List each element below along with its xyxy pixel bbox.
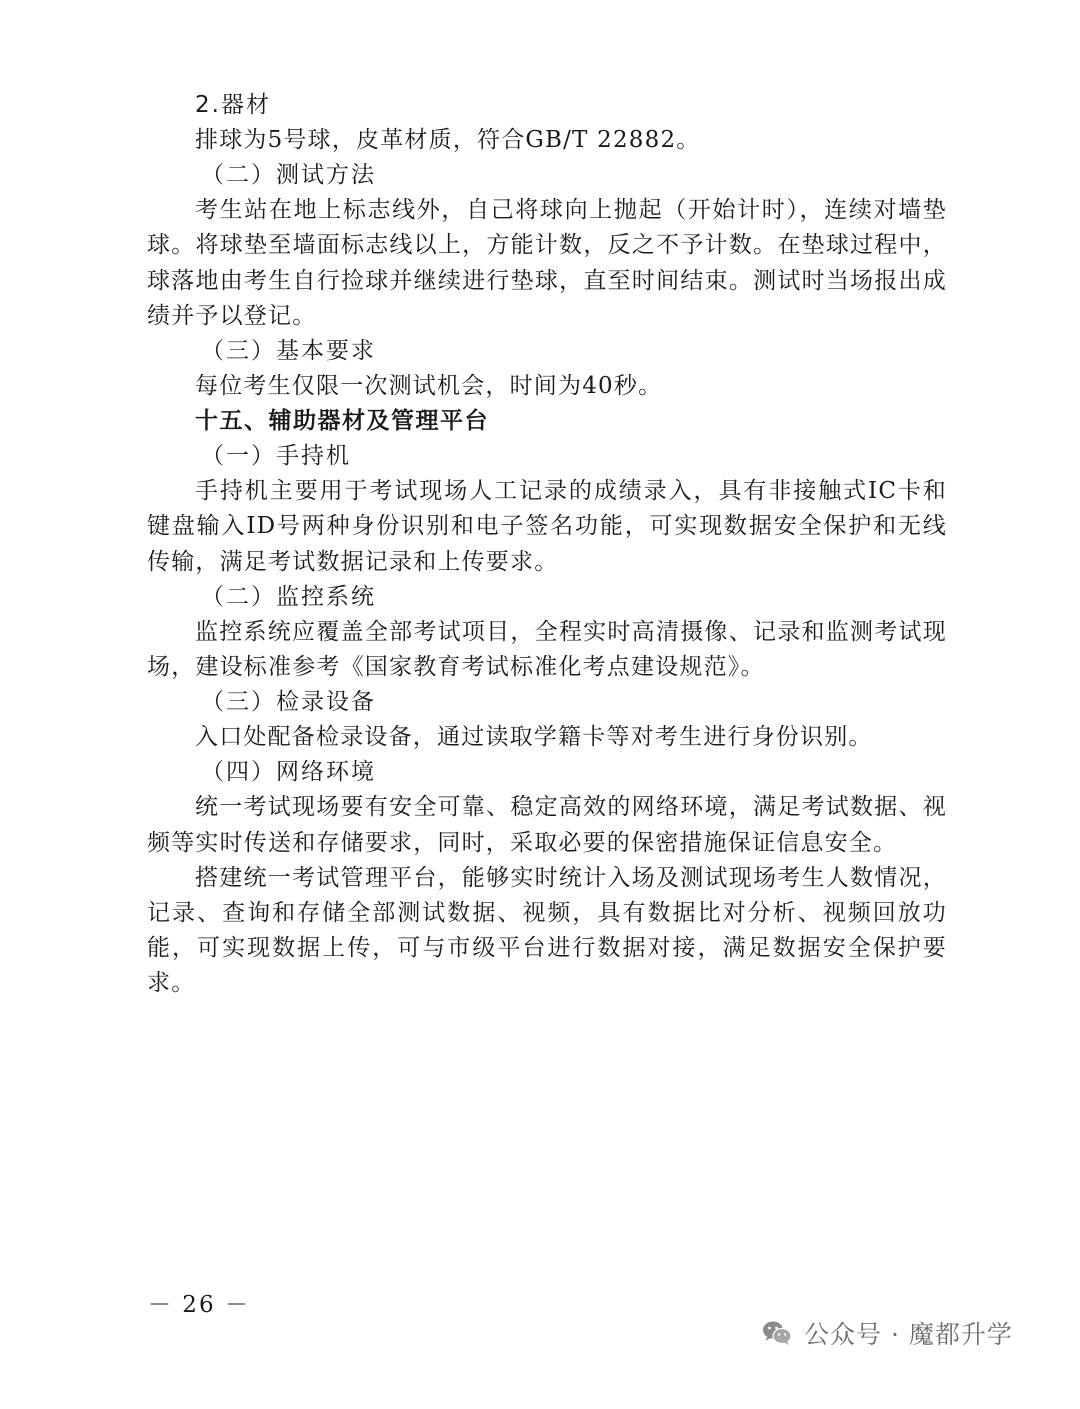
section-heading-auxiliary-equipment: 十五、辅助器材及管理平台 [195,408,489,435]
page-number: － 26 － [148,1292,250,1318]
watermark-text: 公众号 · 魔都升学 [804,1320,1013,1349]
item-heading-checkin-device: （三）检录设备 [201,689,376,716]
paragraph-management-platform: 搭建统一考试管理平台，能够实时统计入场及测试现场考生人数情况，记录、查询和存储全部测试数据、视频，具有数据比对分析、视频回放功能，可实现数据上传，可与市级平台进行数据对接，满足数据安全保护要求。 [147,864,947,997]
paragraph-network: 统一考试现场要有安全可靠、稳定高效的网络环境，满足考试数据、视频等实时传送和存储要求，同时，采取必要的保密措施保证信息安全。 [147,794,947,856]
item-heading-test-method: （二）测试方法 [201,162,376,189]
item-heading-handheld: （一）手持机 [201,443,351,470]
paragraph-equipment: 排球为5号球，皮革材质，符合GB/T 22882。 [195,127,701,153]
item-heading-monitoring: （二）监控系统 [201,583,376,610]
item-heading-network: （四）网络环境 [201,759,376,786]
wechat-icon [762,1320,792,1346]
watermark [762,1313,1013,1353]
document-body [147,88,947,1002]
paragraph-basic-requirements: 每位考生仅限一次测试机会，时间为40秒。 [195,373,663,400]
paragraph-test-method: 考生站在地上标志线外，自己将球向上抛起（开始计时），连续对墙垫球。将球垫至墙面标志线以上，方能计数，反之不予计数。在垫球过程中，球落地由考生自行捡球并继续进行垫球，直至时间结束。测试时当场报出成绩并予以登记。 [147,197,947,329]
paragraph-monitoring: 监控系统应覆盖全部考试项目，全程实时高清摄像、记录和监测考试现场，建设标准参考《国家教育考试标准化考点建设规范》。 [147,618,947,681]
item-heading-basic-requirements: （三）基本要求 [201,338,376,365]
paragraph-handheld: 手持机主要用于考试现场人工记录的成绩录入，具有非接触式IC卡和键盘输入ID号两种身份识别和电子签名功能，可实现数据安全保护和无线传输，满足考试数据记录和上传要求。 [147,478,947,575]
sub-heading-equipment: 2.器材 [195,92,271,118]
paragraph-checkin-device: 入口处配备检录设备，通过读取学籍卡等对考生进行身份识别。 [195,724,873,751]
